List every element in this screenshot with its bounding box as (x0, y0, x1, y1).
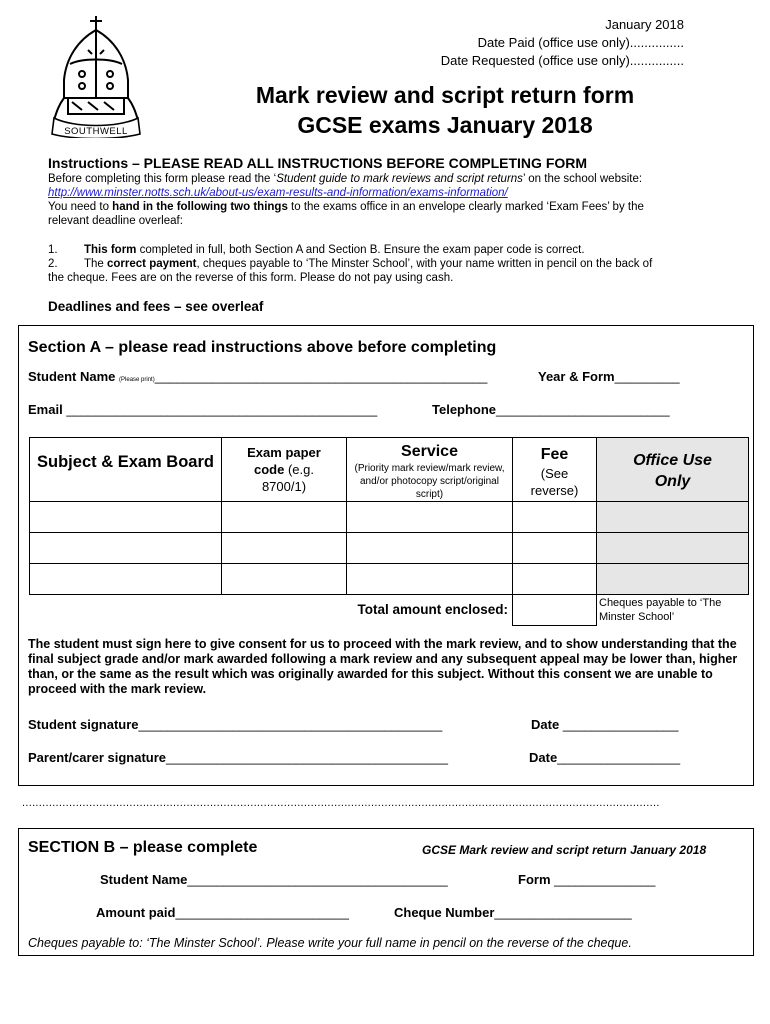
crest-motto: SOUTHWELL (64, 126, 128, 137)
office-cell (597, 533, 749, 564)
form-title: Mark review and script return form (255, 82, 635, 108)
amount-paid-field[interactable]: Amount paid________________________ (96, 905, 349, 920)
instruction-item-2: 2. The correct payment, cheques payable to ‘The Minster School’, with your name written in pencil on the back of (48, 258, 653, 270)
total-label-cell: Total amount enclosed: (357, 602, 508, 617)
date-requested-label: Date Requested (office use only)............... (440, 53, 684, 68)
parent-signature-field[interactable]: Parent/carer signature_______________________________________ (28, 750, 448, 765)
section-b-title: SECTION B – please complete (28, 839, 258, 856)
table-row (30, 533, 749, 564)
instructions-heading: Instructions – PLEASE READ ALL INSTRUCTIONS BEFORE COMPLETING FORM (48, 155, 588, 171)
form-subtitle: GCSE exams January 2018 (297, 112, 593, 138)
col-service-header: Service (Priority mark review/mark review, and/or photocopy script/original script) (347, 438, 513, 502)
cheques-note: Cheques payable to ‘The Minster School’ (599, 597, 722, 623)
service-cell[interactable] (347, 533, 513, 564)
cheque-number-field[interactable]: Cheque Number___________________ (394, 905, 632, 920)
section-b-form-field[interactable]: Form ______________ (518, 872, 656, 887)
instructions-paragraph: Before completing this form please read the ‘Student guide to mark reviews and script returns’ on the school website: http://www.minster.notts.sch.uk/about-us/exam-results-and-information/exams-information/ You need to hand in the following two things to the exams office in an envelope clearly marked ‘Exam Fees’ by the relevant deadline overleaf: (48, 173, 644, 227)
table-row (30, 564, 749, 595)
col-subject-header: Subject & Exam Board (30, 438, 222, 502)
table-row (30, 502, 749, 533)
telephone-field[interactable]: Telephone________________________ (432, 402, 670, 417)
col-office-header: Office Use Only (597, 438, 749, 502)
year-form-field[interactable]: Year & Form_________ (538, 369, 680, 384)
student-date-field[interactable]: Date ________________ (531, 717, 679, 732)
total-amount-cell[interactable] (513, 595, 597, 626)
col-fee-header: Fee (See reverse) (513, 438, 597, 502)
col-paper-code-header: Exam paper code (e.g. 8700/1) (222, 438, 347, 502)
subject-cell[interactable] (30, 502, 222, 533)
total-row (30, 595, 749, 626)
paper-code-cell[interactable] (222, 502, 347, 533)
email-field[interactable]: Email ___________________________________________ (28, 402, 378, 417)
section-b-footer: Cheques payable to: ‘The Minster School’. Please write your full name in pencil on the reverse of the cheque. (28, 936, 632, 950)
paper-code-cell[interactable] (222, 533, 347, 564)
student-signature-field[interactable]: Student signature__________________________________________ (28, 717, 443, 732)
paper-code-cell[interactable] (222, 564, 347, 595)
fee-cell[interactable] (513, 533, 597, 564)
parent-date-field[interactable]: Date_________________ (529, 750, 681, 765)
cut-line: .............................................................................................................................................................................................. (22, 797, 660, 809)
date-paid-label: Date Paid (office use only)............... (477, 35, 684, 50)
subject-cell[interactable] (30, 564, 222, 595)
section-b-subtitle: GCSE Mark review and script return January 2018 (422, 843, 707, 857)
fee-cell[interactable] (513, 502, 597, 533)
section-b-student-name-field[interactable]: Student Name____________________________________ (100, 872, 448, 887)
fee-cell[interactable] (513, 564, 597, 595)
service-cell[interactable] (347, 564, 513, 595)
service-cell[interactable] (347, 502, 513, 533)
instruction-list: 1. This form completed in full, both Section A and Section B. Ensure the exam paper code is correct. 2. The correct payment, cheques payable to ‘The Minster School’, with your name written in pencil on the back of the cheque. Fees are on the reverse of this form. Please do not pay using cash. (48, 243, 728, 285)
header-date: January 2018 (605, 17, 684, 32)
consent-statement: The student must sign here to give consent for us to proceed with the mark review, and to show understanding that the final subject grade and/or mark awarded following a mark review and any subsequent appeal may be lower than, higher than, or the same as the result which was originally awarded for this subject. Without this consent we are unable to proceed with the mark review. (28, 637, 738, 696)
student-name-field[interactable]: Student Name (Please print)______________________________________________ (28, 369, 488, 384)
table-header-row (30, 438, 749, 502)
fees-table (29, 437, 749, 626)
subject-cell[interactable] (30, 533, 222, 564)
office-cell (597, 502, 749, 533)
section-a-title: Section A – please read instructions above before completing (28, 339, 497, 356)
office-cell (597, 564, 749, 595)
exams-info-link[interactable]: http://www.minster.notts.sch.uk/about-us/exam-results-and-information/exams-information/ (48, 187, 508, 199)
deadlines-note: Deadlines and fees – see overleaf (48, 299, 264, 314)
instruction-item-1: 1. This form completed in full, both Section A and Section B. Ensure the exam paper code is correct. (48, 244, 585, 256)
